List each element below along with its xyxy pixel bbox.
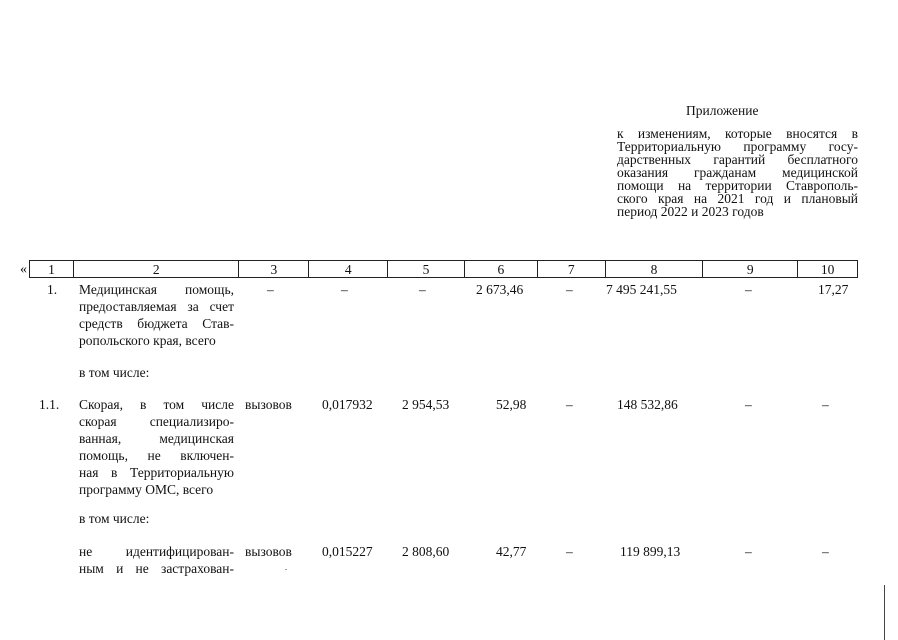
- header-cell: 2: [73, 261, 239, 277]
- percent-cell: –: [822, 397, 829, 412]
- row-description: [79, 281, 234, 349]
- scan-speck: [285, 569, 287, 570]
- header-cell: 7: [537, 261, 605, 277]
- percent-cell: 17,27: [818, 282, 849, 297]
- open-quote-mark: «: [20, 262, 27, 277]
- description-line: программу ОМС, всего: [79, 482, 214, 497]
- description-line: предоставляемая за счет: [79, 299, 234, 314]
- row-number: 1.: [47, 282, 58, 297]
- appendix-subtitle-line: Территориальную программу госу-: [617, 139, 858, 154]
- volume-cell: –: [341, 282, 348, 297]
- description-line: средств бюджета Став-: [79, 316, 234, 331]
- total-cell: 148 532,86: [617, 397, 678, 412]
- table-header-row: [29, 260, 858, 278]
- description-line: ропольского края, всего: [79, 333, 216, 348]
- col7-cell: –: [566, 282, 573, 297]
- header-cell: 8: [605, 261, 703, 277]
- cost-cell: 2 954,53: [402, 397, 450, 412]
- appendix-subtitle-line: ского края на 2021 год и плановый: [617, 191, 858, 206]
- header-cell: 5: [387, 261, 464, 277]
- header-cell: 1: [48, 262, 55, 277]
- subheading-including: в том числе:: [79, 511, 150, 526]
- per-capita-cell: 52,98: [496, 397, 527, 412]
- subheading-including: в том числе:: [79, 365, 150, 380]
- col9-cell: –: [745, 282, 752, 297]
- appendix-subtitle-line: дарственных гарантий бесплатного: [617, 152, 858, 167]
- description-line: Медицинская помощь,: [79, 282, 234, 297]
- description-line: не идентифицирован-: [79, 544, 234, 559]
- total-cell: 7 495 241,55: [606, 282, 677, 297]
- description-line: ванная, медицинская: [79, 431, 234, 446]
- appendix-subtitle-line: к изменениям, которые вносятся в: [617, 126, 858, 141]
- header-cell: 6: [464, 261, 537, 277]
- description-line: ным и не застрахован-: [79, 561, 234, 576]
- row-description: [79, 396, 234, 498]
- header-cell: 3: [238, 261, 308, 277]
- per-capita-cell: 42,77: [496, 544, 527, 559]
- description-line: скорая специализиро-: [79, 414, 234, 429]
- description-line: ная в Территориальную: [79, 465, 234, 480]
- unit-cell: вызовов: [245, 397, 292, 412]
- unit-cell: –: [267, 282, 274, 297]
- appendix-subtitle-line: помощи на территории Ставрополь-: [617, 178, 858, 193]
- cost-cell: –: [419, 282, 426, 297]
- volume-cell: 0,017932: [322, 397, 373, 412]
- header-cell: 4: [308, 261, 387, 277]
- volume-cell: 0,015227: [322, 544, 373, 559]
- description-line: Скорая, в том числе: [79, 397, 234, 412]
- appendix-subtitle-line: период 2022 и 2023 годов: [617, 204, 764, 219]
- cost-cell: 2 808,60: [402, 544, 450, 559]
- header-cell: 10: [797, 261, 857, 277]
- appendix-title: Приложение: [686, 103, 759, 118]
- row-number: 1.1.: [39, 397, 60, 412]
- col9-cell: –: [745, 544, 752, 559]
- percent-cell: –: [822, 544, 829, 559]
- scan-edge-line: [884, 585, 885, 640]
- appendix-subtitle: [617, 127, 858, 218]
- total-cell: 119 899,13: [620, 544, 681, 559]
- per-capita-cell: 2 673,46: [476, 282, 524, 297]
- col7-cell: –: [566, 544, 573, 559]
- description-line: помощь, не включен-: [79, 448, 234, 463]
- col9-cell: –: [745, 397, 752, 412]
- row-description: [79, 543, 234, 577]
- appendix-subtitle-line: оказания гражданам медицинской: [617, 165, 858, 180]
- header-cell: 9: [702, 261, 797, 277]
- col7-cell: –: [566, 397, 573, 412]
- unit-cell: вызовов: [245, 544, 292, 559]
